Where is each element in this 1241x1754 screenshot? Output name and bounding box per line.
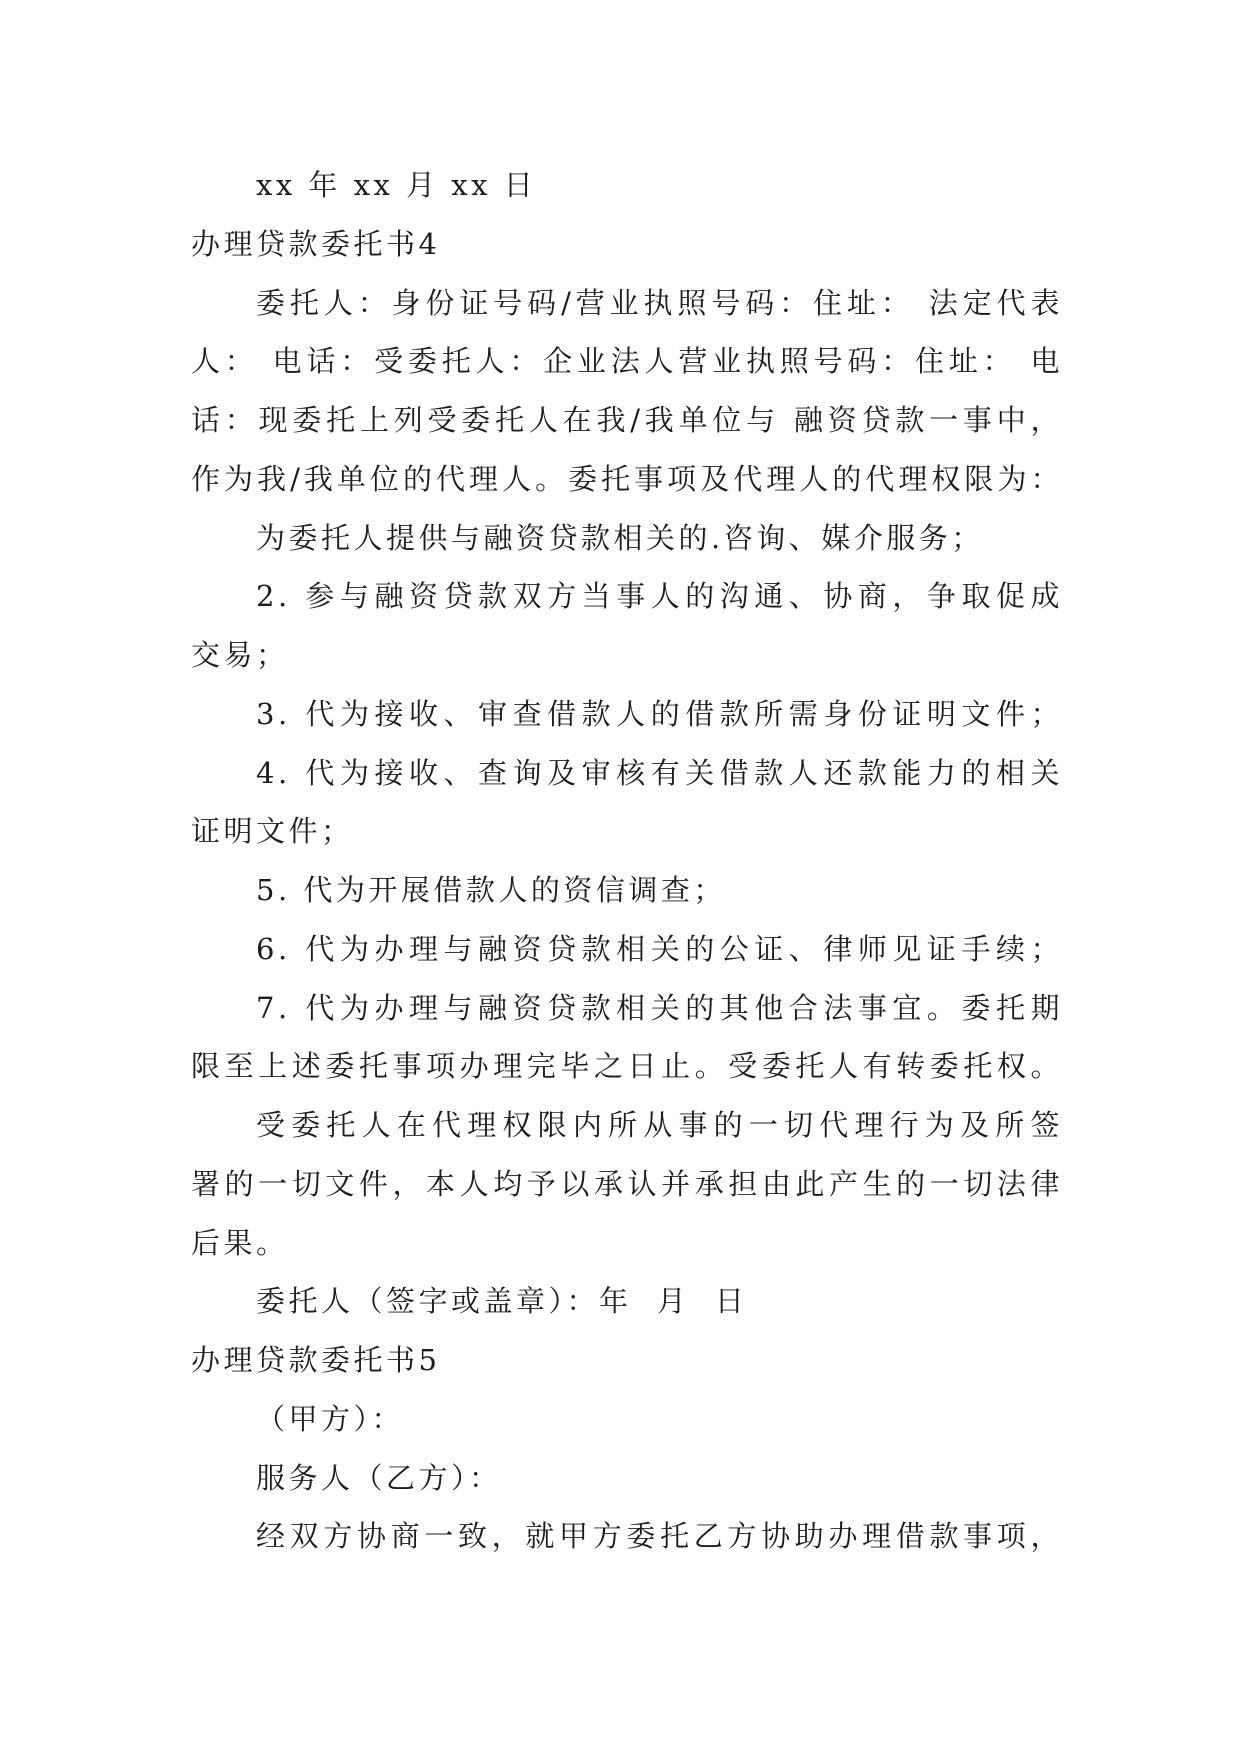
paragraph-line: 署的一切文件，本人均予以承认并承担由此产生的一切法律 — [191, 1166, 1063, 1201]
party-b-line: 服务人（乙方）： — [256, 1460, 502, 1495]
list-item: 3. 代为接收、审查借款人的借款所需身份证明文件； — [256, 696, 1063, 731]
party-a-line: （甲方）： — [256, 1401, 405, 1436]
paragraph-line: 证明文件； — [191, 814, 354, 849]
list-item: 2. 参与融资贷款双方当事人的沟通、协商，争取促成 — [256, 579, 1063, 614]
section-title: 办理贷款委托书5 — [191, 1343, 441, 1377]
document-body — [191, 156, 1063, 1566]
paragraph-line: 交易； — [191, 638, 289, 672]
section-title: 办理贷款委托书4 — [191, 226, 441, 261]
paragraph-line: 受委托人在代理权限内所从事的一切代理行为及所签 — [256, 1108, 1063, 1142]
paragraph-line: 为委托人提供与融资贷款相关的.咨询、媒介服务； — [256, 520, 984, 555]
paragraph-line: 限至上述委托事项办理完毕之日止。受委托人有转委托权。 — [191, 1049, 1063, 1084]
list-item: 7. 代为办理与融资贷款相关的其他合法事宜。委托期 — [256, 990, 1063, 1025]
list-item: 5. 代为开展借款人的资信调查； — [256, 873, 726, 907]
list-item: 4. 代为接收、查询及审核有关借款人还款能力的相关 — [256, 755, 1063, 790]
paragraph-line: 委托人：身份证号码/营业执照号码：住址： 法定代表 — [256, 285, 1063, 320]
paragraph-line: 后果。 — [191, 1225, 289, 1260]
list-item: 6. 代为办理与融资贷款相关的公证、律师见证手续； — [256, 931, 1063, 966]
paragraph-line: 话：现委托上列受委托人在我/我单位与 融资贷款一事中， — [191, 403, 1063, 437]
paragraph-line: 经双方协商一致，就甲方委托乙方协助办理借款事项， — [256, 1519, 1063, 1554]
paragraph-line: 作为我/我单位的代理人。委托事项及代理人的代理权限为： — [191, 461, 1063, 496]
date-line: xx 年 xx 月 xx 日 — [256, 168, 537, 202]
paragraph-line: 人： 电话：受委托人：企业法人营业执照号码：住址： 电 — [191, 344, 1063, 379]
signature-line: 委托人（签字或盖章）：年 月 日 — [256, 1284, 748, 1319]
